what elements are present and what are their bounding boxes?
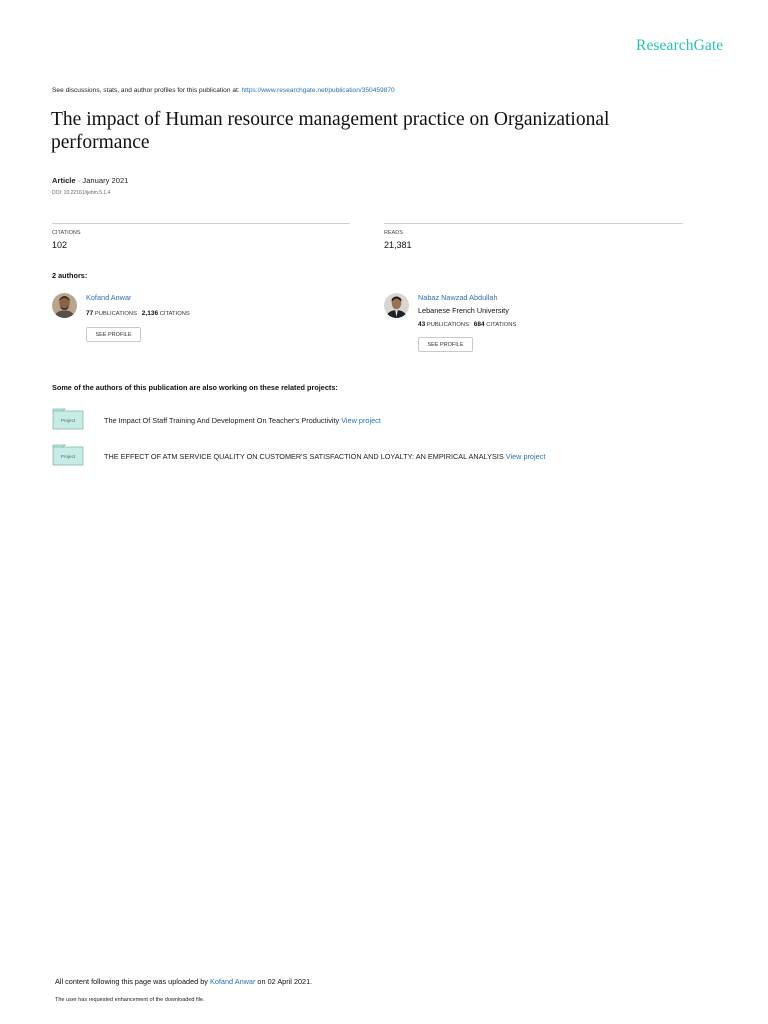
- upload-suffix: on 02 April 2021.: [255, 977, 313, 986]
- publication-url-link[interactable]: https://www.researchgate.net/publication/350459870: [241, 87, 395, 94]
- view-project-link[interactable]: View project: [341, 416, 381, 425]
- project-title: THE EFFECT OF ATM SERVICE QUALITY ON CUSTOMER'S SATISFACTION AND LOYALTY: AN EMPIRICAL ANALYSIS: [104, 452, 504, 461]
- article-date: January 2021: [82, 176, 129, 185]
- author-name-link[interactable]: Kofand Anwar: [86, 293, 132, 302]
- author-citations-label: CITATIONS: [486, 322, 517, 328]
- project-item: [104, 452, 545, 461]
- citations-label: CITATIONS: [52, 230, 81, 236]
- discussion-line: [52, 87, 395, 94]
- upload-notice: [55, 977, 312, 986]
- meta-separator: ·: [75, 176, 83, 185]
- author-publications-count: 43: [418, 321, 426, 328]
- article-title: The impact of Human resource management practice on Organizational performance: [51, 109, 610, 153]
- discussion-prefix: See discussions, stats, and author profiles for this publication at:: [52, 87, 242, 94]
- author-stats: [418, 321, 516, 328]
- project-folder-icon: [52, 408, 84, 430]
- author-avatar-nabaz-nawzad-abdullah[interactable]: [384, 293, 409, 318]
- authors-heading: 2 authors:: [52, 271, 88, 280]
- article-meta: [52, 176, 128, 185]
- author-institution: Lebanese French University: [418, 306, 509, 315]
- see-profile-button[interactable]: SEE PROFILE: [86, 327, 141, 342]
- researchgate-logo[interactable]: ResearchGate: [636, 37, 724, 54]
- reads-divider: [384, 223, 683, 224]
- author-citations-label: CITATIONS: [159, 311, 190, 317]
- article-doi: DOI: 10.22161/ijebm.5.1.4: [52, 190, 111, 196]
- view-project-link[interactable]: View project: [505, 452, 546, 461]
- project-folder-icon: [52, 444, 84, 466]
- project-icon-label: Project: [60, 418, 76, 423]
- avatar-photo-icon: [384, 293, 409, 318]
- citations-divider: [52, 223, 350, 224]
- citations-value: 102: [52, 240, 68, 250]
- author-publications-label: PUBLICATIONS: [426, 322, 469, 328]
- reads-value: 21,381: [384, 240, 412, 250]
- reads-label: READS: [384, 230, 403, 236]
- article-type: Article: [52, 176, 76, 185]
- enhancement-notice: The user has requested enhancement of the downloaded file.: [55, 997, 205, 1003]
- author-citations-count: 684: [473, 321, 485, 328]
- author-stats: [86, 310, 190, 317]
- avatar-photo-icon: [52, 293, 77, 318]
- see-profile-button[interactable]: SEE PROFILE: [418, 337, 473, 352]
- project-icon-label: Project: [60, 454, 76, 459]
- upload-prefix: All content following this page was uploaded by: [55, 977, 210, 986]
- author-citations-count: 2,136: [141, 310, 159, 317]
- author-publications-count: 77: [86, 310, 94, 317]
- author-avatar-kofand-anwar[interactable]: [52, 293, 77, 318]
- uploader-link[interactable]: Kofand Anwar: [209, 977, 256, 986]
- project-title: The Impact Of Staff Training And Development On Teacher's Productivity: [104, 416, 340, 425]
- related-projects-heading: Some of the authors of this publication are also working on these related projects:: [52, 383, 338, 392]
- author-publications-label: PUBLICATIONS: [94, 311, 137, 317]
- author-name-link[interactable]: Nabaz Nawzad Abdullah: [418, 293, 498, 302]
- project-item: [104, 416, 381, 425]
